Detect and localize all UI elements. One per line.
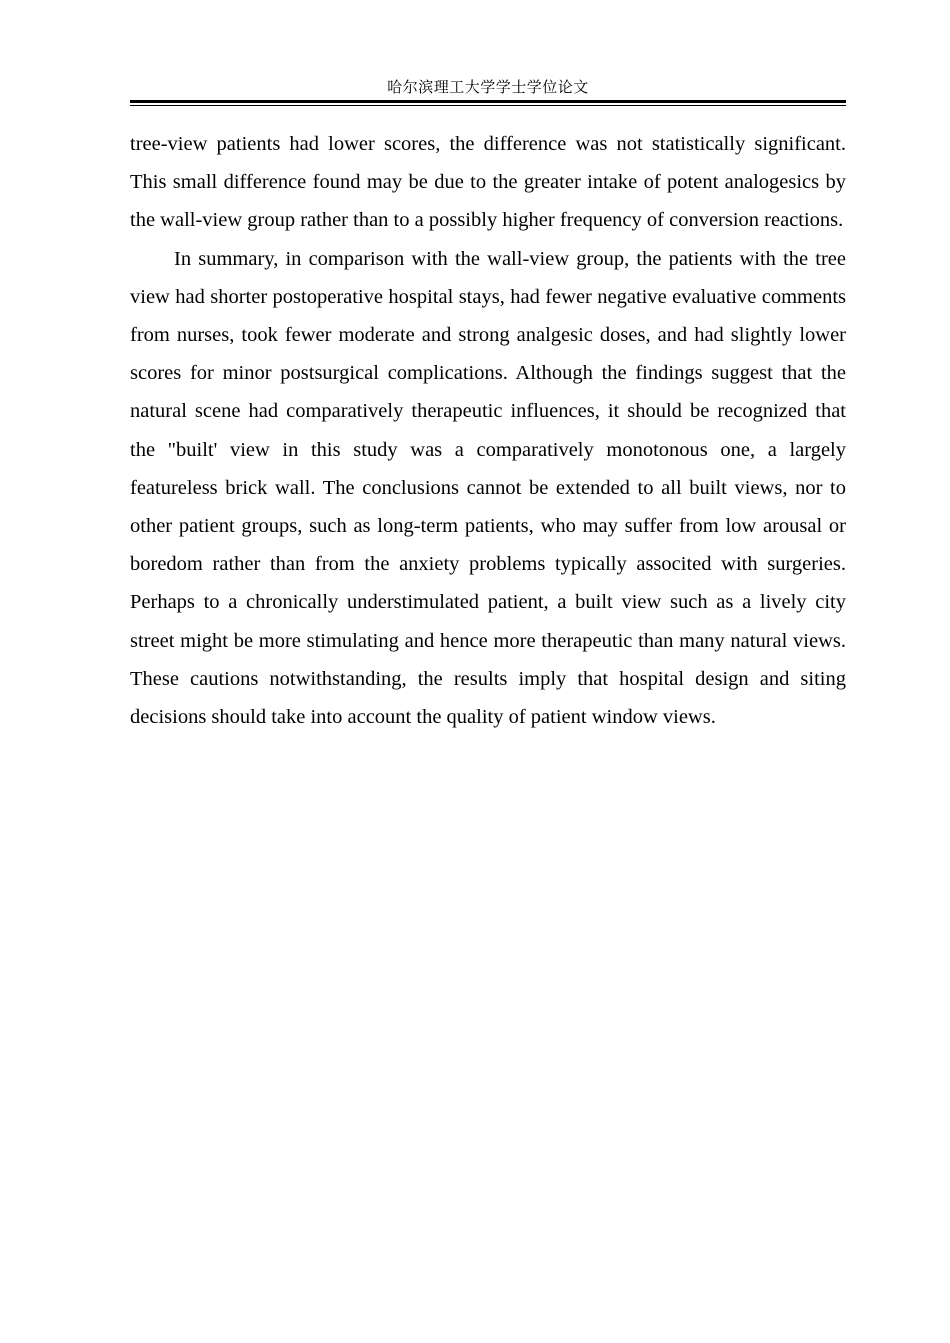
header-rule-thick	[130, 100, 846, 103]
paragraph-continuation: tree-view patients had lower scores, the difference was not statistically significant. This small difference found may be due to the greater intake of potent analogesics by the wall-view group rather than to a possibly higher frequency of conversion reactions.	[130, 133, 846, 232]
body-text	[130, 125, 846, 736]
header-rule-thin	[130, 105, 846, 106]
page-header-title: 哈尔滨理工大学学士学位论文	[387, 80, 589, 96]
paragraph-summary: In summary, in comparison with the wall-view group, the patients with the tree view had shorter postoperative hospital stays, had fewer negative evaluative comments from nurses, took fewer moderate and strong analgesic doses, and had slightly lower scores for minor postsurgical complications. Although the findings suggest that the natural scene had comparatively therapeutic influences, it should be recognized that the "built' view in this study was a comparatively monotonous one, a largely featureless brick wall. The conclusions cannot be extended to all built views, nor to other patient groups, such as long-term patients, who may suffer from low arousal or boredom rather than from the anxiety problems typically associted with surgeries. Perhaps to a chronically understimulated patient, a built view such as a lively city street might be more stimulating and hence more therapeutic than many natural views. These cautions notwithstanding, the results imply that hospital design and siting decisions should take into account the quality of patient window views.	[130, 247, 846, 729]
